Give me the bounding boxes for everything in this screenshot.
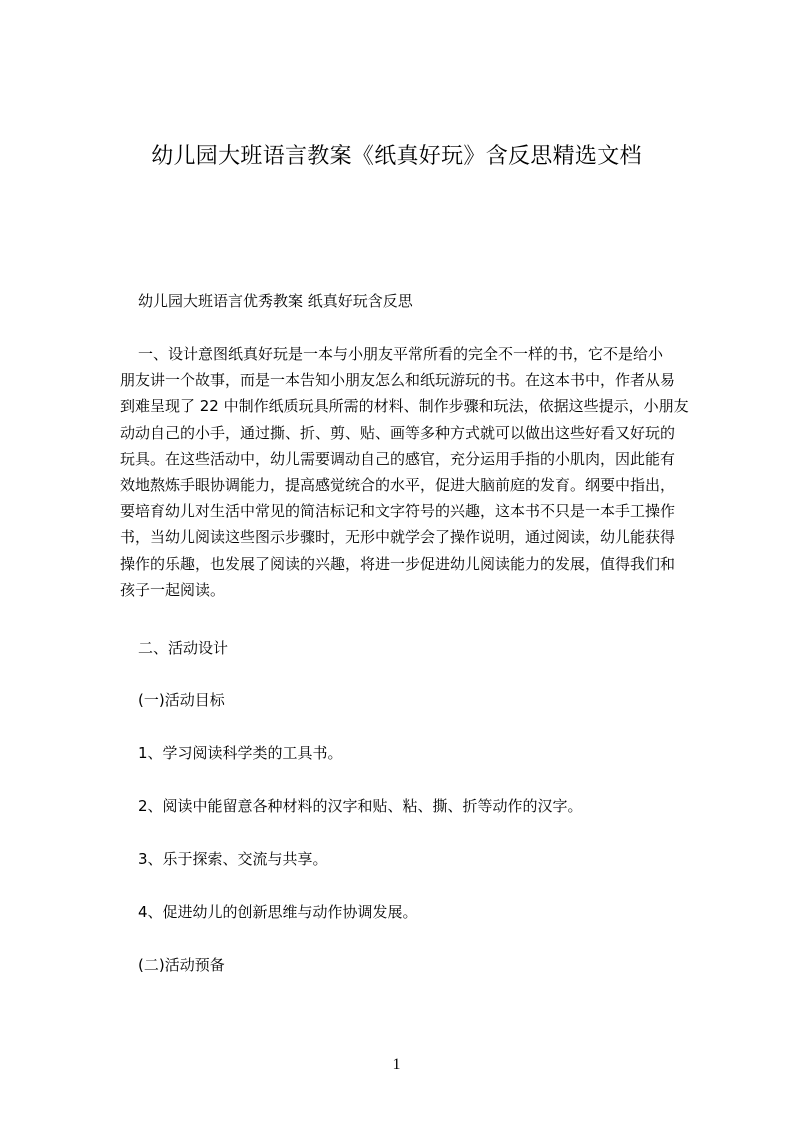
intro-line: 动动自己的小手，通过撕、折、剪、贴、画等多种方式就可以做出这些好看又好玩的 xyxy=(120,423,676,442)
intro-line: 操作的乐趣，也发展了阅读的兴趣，将进一步促进幼儿阅读能力的发展，值得我们和 xyxy=(120,554,676,573)
intro-line: 效地熬炼手眼协调能力，提高感觉统合的水平，促进大脑前庭的发育。纲要中指出， xyxy=(120,476,676,495)
goal-item: 2、阅读中能留意各种材料的汉字和贴、粘、撕、折等动作的汉字。 xyxy=(138,797,583,815)
preparation-heading: (二)活动预备 xyxy=(138,956,225,974)
intro-line: 要培育幼儿对生活中常见的简洁标记和文字符号的兴趣，这本书不只是一本手工操作 xyxy=(120,502,676,521)
intro-line: 一、设计意图纸真好玩是一本与小朋友平常所看的完全不一样的书，它不是给小 xyxy=(138,345,664,363)
intro-line: 玩具。在这些活动中，幼儿需要调动自己的感官，充分运用手指的小肌肉，因此能有 xyxy=(120,449,676,468)
goal-item: 1、学习阅读科学类的工具书。 xyxy=(138,744,343,762)
intro-line: 朋友讲一个故事，而是一本告知小朋友怎么和纸玩游玩的书。在这本书中，作者从易 xyxy=(120,371,676,390)
goals-heading: (一)活动目标 xyxy=(138,691,225,709)
goal-item: 4、促进幼儿的创新思维与动作协调发展。 xyxy=(138,903,418,921)
goal-item: 3、乐于探索、交流与共享。 xyxy=(138,850,328,868)
section-heading-activity-design: 二、活动设计 xyxy=(138,639,229,657)
page-number: 1 xyxy=(392,1056,401,1073)
intro-line: 到难呈现了 22 中制作纸质玩具所需的材料、制作步骤和玩法，依据这些提示，小朋友 xyxy=(120,397,689,416)
intro-line: 孩子一起阅读。 xyxy=(120,580,226,599)
intro-line: 书，当幼儿阅读这些图示步骤时，无形中就学会了操作说明，通过阅读，幼儿能获得 xyxy=(120,528,676,547)
document-subtitle: 幼儿园大班语言优秀教案 纸真好玩含反思 xyxy=(138,292,413,310)
intro-paragraph xyxy=(120,341,698,611)
document-title: 幼儿园大班语言教案《纸真好玩》含反思精选文档 xyxy=(151,144,642,169)
